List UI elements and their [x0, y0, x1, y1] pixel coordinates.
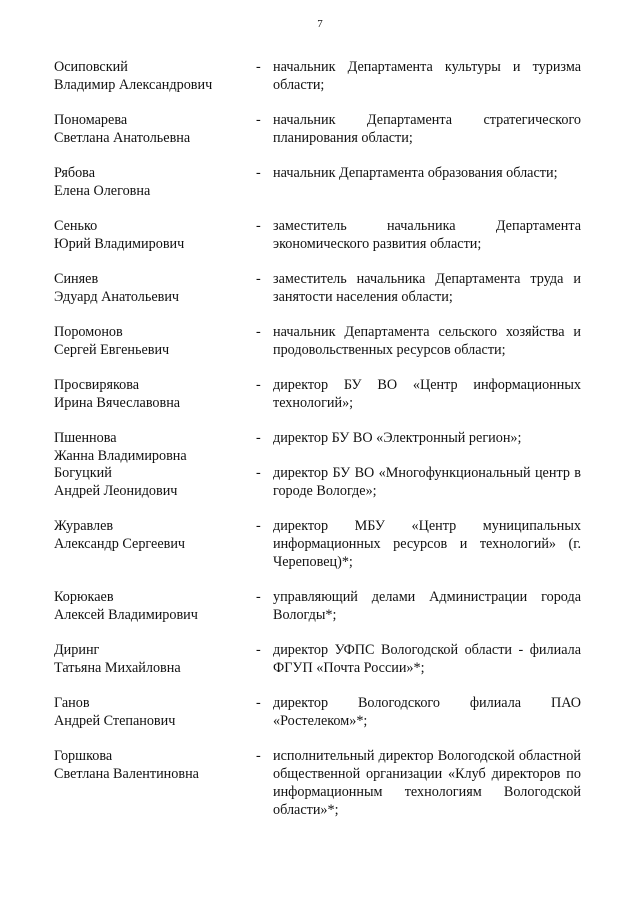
surname: Синяев — [54, 271, 99, 287]
given-names: Сергей Евгеньевич — [54, 342, 170, 358]
position-text: директор Вологодского филиала ПАО «Ростелеком»*; — [273, 695, 581, 729]
surname: Корюкаев — [54, 589, 114, 605]
dash: - — [256, 748, 261, 764]
position-text: директор УФПС Вологодской области - филиала ФГУП «Почта России»*; — [273, 642, 581, 676]
given-names: Александр Сергеевич — [54, 536, 186, 552]
dash: - — [256, 218, 261, 234]
dash: - — [256, 695, 261, 711]
person-name — [54, 588, 254, 624]
page-number: 7 — [317, 18, 323, 30]
position-text: управляющий делами Администрации города Вологды*; — [273, 589, 581, 623]
given-names: Андрей Леонидович — [54, 483, 178, 499]
dash: - — [256, 589, 261, 605]
given-names: Светлана Валентиновна — [54, 766, 199, 782]
position-text: начальник Департамента образования области; — [273, 165, 558, 181]
person-name — [54, 429, 254, 465]
given-names: Владимир Александрович — [54, 77, 213, 93]
position-text: начальник Департамента культуры и туризма области; — [273, 59, 581, 93]
position-text: директор БУ ВО «Многофункциональный центр в городе Вологде»; — [273, 465, 581, 499]
given-names: Ирина Вячеславовна — [54, 395, 181, 411]
position-text: директор МБУ «Центр муниципальных информационных ресурсов и технологий» (г. Череповец)*; — [273, 518, 581, 570]
position-text: начальник Департамента стратегического планирования области; — [273, 112, 581, 146]
given-names: Эдуард Анатольевич — [54, 289, 180, 305]
position-text: исполнительный директор Вологодской областной общественной организации «Клуб директоров по информационным технологиям Вологодской области»*; — [273, 748, 581, 818]
position-text: заместитель начальника Департамента труда и занятости населения области; — [273, 271, 581, 305]
person-name — [54, 641, 254, 677]
dash: - — [256, 112, 261, 128]
dash: - — [256, 271, 261, 287]
surname: Горшкова — [54, 748, 113, 764]
dash: - — [256, 324, 261, 340]
dash: - — [256, 430, 261, 446]
person-name — [54, 111, 254, 147]
surname: Пшеннова — [54, 430, 117, 446]
person-name — [54, 747, 254, 783]
position-text: заместитель начальника Департамента экономического развития области; — [273, 218, 581, 252]
dash: - — [256, 165, 261, 181]
surname: Сенько — [54, 218, 98, 234]
given-names: Светлана Анатольевна — [54, 130, 191, 146]
person-name — [54, 270, 254, 306]
dash: - — [256, 377, 261, 393]
person-name — [54, 58, 254, 94]
person-name — [54, 517, 254, 553]
given-names: Татьяна Михайловна — [54, 660, 181, 676]
surname: Пономарева — [54, 112, 128, 128]
surname: Поромонов — [54, 324, 123, 340]
person-name — [54, 376, 254, 412]
surname: Рябова — [54, 165, 95, 181]
surname: Журавлев — [54, 518, 114, 534]
position-text: директор БУ ВО «Электронный регион»; — [273, 430, 522, 446]
surname: Богуцкий — [54, 465, 112, 481]
person-name — [54, 323, 254, 359]
dash: - — [256, 59, 261, 75]
surname: Ганов — [54, 695, 90, 711]
dash: - — [256, 642, 261, 658]
given-names: Жанна Владимировна — [54, 448, 187, 464]
surname: Осиповский — [54, 59, 128, 75]
dash: - — [256, 465, 261, 481]
given-names: Елена Олеговна — [54, 183, 151, 199]
position-text: начальник Департамента сельского хозяйства и продовольственных ресурсов области; — [273, 324, 581, 358]
person-name — [54, 694, 254, 730]
person-name — [54, 164, 254, 200]
position-text: директор БУ ВО «Центр информационных технологий»; — [273, 377, 581, 411]
given-names: Юрий Владимирович — [54, 236, 185, 252]
dash: - — [256, 518, 261, 534]
person-name — [54, 464, 254, 500]
person-name — [54, 217, 254, 253]
given-names: Андрей Степанович — [54, 713, 176, 729]
surname: Просвирякова — [54, 377, 140, 393]
given-names: Алексей Владимирович — [54, 607, 198, 623]
surname: Диринг — [54, 642, 100, 658]
